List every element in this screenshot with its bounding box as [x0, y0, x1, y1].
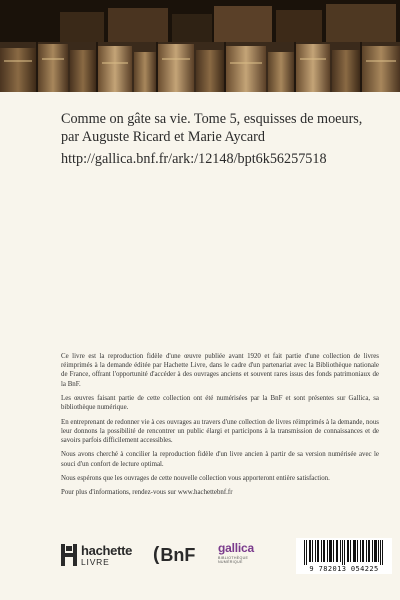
livre-wordmark: LIVRE	[81, 556, 110, 567]
bnf-logo	[153, 545, 195, 564]
description-paragraph: Pour plus d'informations, rendez-vous sur www.hachettebnf.fr	[61, 489, 233, 497]
description-paragraph: Nous avons cherché à concilier la reproduction fidèle d'un livre ancien à partir de sa version numérisée avec le souci d'un confort de lecture optimal.	[61, 451, 379, 468]
barcode-bars-icon	[296, 538, 392, 566]
hachette-mark-icon	[61, 544, 77, 566]
hachette-wordmark: hachette	[81, 542, 133, 558]
description-paragraph: Les œuvres faisant partie de cette collection ont été numérisées par la BnF et sont présentes sur Gallica, sa bibliothèque numérique.	[61, 395, 379, 412]
description-paragraph: Nous espérons que les ouvrages de cette nouvelle collection vous apporteront entière satisfaction.	[61, 474, 330, 482]
bnf-wordmark: BnF	[160, 544, 196, 565]
book-title: Comme on gâte sa vie. Tome 5, esquisses de moeurs, par Auguste Ricard et Marie Aycard	[61, 111, 363, 145]
publisher-logos	[61, 538, 391, 574]
description-paragraph: En entreprenant de redonner vie à ces ouvrages au travers d'une collection de livres réimprimés à la demande, nous leur donnons la possibilité de rencontrer un public élargi et participons à la transmission de connaissances et de savoirs parfois difficilement accessibles.	[61, 418, 379, 444]
isbn-barcode	[296, 538, 392, 574]
book-spines-photo	[0, 0, 400, 92]
gallica-logo	[218, 542, 258, 565]
description-paragraph: Ce livre est la reproduction fidèle d'une œuvre publiée avant 1920 et fait partie d'une collection de livres réimprimés à la demande éditée par Hachette Livre, dans le cadre d'un partenariat avec la Bibliothèque nationale de France, offrant l'opportunité d'accéder à des ouvrages anciens et souvent rares issus des fonds patrimoniaux de la BnF.	[61, 353, 379, 388]
bnf-bracket-icon: (	[153, 544, 160, 565]
gallica-subtitle: BIBLIOTHÈQUE NUMÉRIQUE	[218, 556, 249, 565]
gallica-url[interactable]: http://gallica.bnf.fr/ark:/12148/bpt6k56257518	[61, 151, 327, 167]
collection-description	[61, 352, 379, 503]
gallica-wordmark: gallica	[218, 541, 254, 555]
isbn-digits: 9 782013 054225	[309, 565, 379, 573]
hachette-livre-logo	[61, 542, 132, 568]
